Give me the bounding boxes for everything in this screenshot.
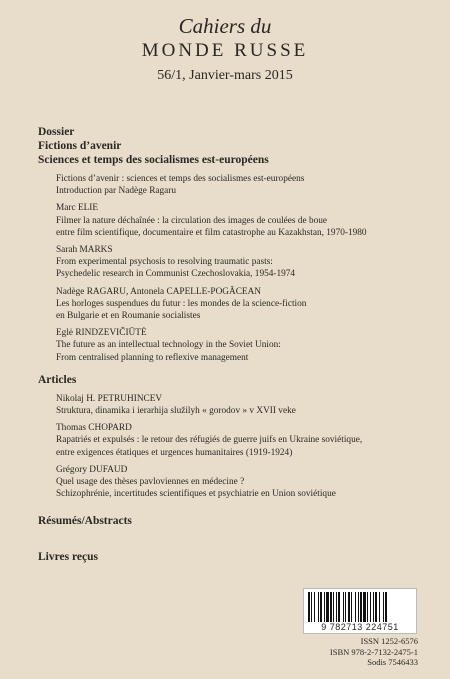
entry-author: Marc ELIE xyxy=(56,203,99,214)
barcode-bar xyxy=(326,592,329,622)
entry-title-line: Les horloges suspendues du futur : les mondes de la science-fiction xyxy=(56,298,307,309)
entry-title-line: Quel usage des thèses pavloviennes en médecine ? xyxy=(56,477,245,488)
journal-title-line1: Cahiers du xyxy=(178,14,272,38)
barcode-bars xyxy=(308,592,412,622)
entry-title-line: From centralised planning to reflexive management xyxy=(56,352,249,363)
toc-entry xyxy=(56,464,418,501)
barcode-bar xyxy=(318,592,319,622)
entry-title-line: Introduction par Nadège Ragaru xyxy=(56,186,177,197)
barcode-bar xyxy=(308,592,310,622)
entry-author: Eglė RINDZEVIČIŪTĖ xyxy=(56,328,147,339)
toc-entry xyxy=(56,422,418,459)
barcode-bar xyxy=(379,592,380,622)
journal-header xyxy=(0,14,450,85)
barcode-bar xyxy=(311,592,312,622)
barcode-bar xyxy=(360,592,362,622)
issue-info: 56/1, Janvier-mars 2015 xyxy=(157,68,293,83)
toc-entry xyxy=(56,286,418,323)
barcode-number: 9 782713 224751 xyxy=(321,622,399,632)
barcode-bar xyxy=(363,592,366,622)
barcode-bar xyxy=(370,592,371,622)
entry-author: Grégory DUFAUD xyxy=(56,464,128,475)
articles-heading: Articles xyxy=(38,373,77,386)
entry-title-line: entre exigences étatiques et urgences humanitaires (1919-1924) xyxy=(56,447,293,458)
entry-title-line: The future as an intellectual technology in the Soviet Union: xyxy=(56,340,281,351)
barcode-bar xyxy=(383,592,384,622)
toc-entry xyxy=(56,173,418,197)
resumes-heading: Résumés/Abstracts xyxy=(38,515,132,528)
barcode-bar xyxy=(345,592,346,622)
barcode-bar xyxy=(314,592,315,622)
sodis-code: Sodis 7546433 xyxy=(367,657,418,667)
publication-codes xyxy=(330,636,418,668)
article-entries xyxy=(56,393,418,501)
barcode-bar xyxy=(351,592,352,622)
entry-author: Nikolaj H. PETRUHINCEV xyxy=(56,393,163,404)
entry-title-line: Filmer la nature déchaînée : la circulation des images de coulées de boue xyxy=(56,215,328,226)
journal-title-line2: MONDE RUSSE xyxy=(141,40,309,61)
toc-entry xyxy=(56,393,418,417)
barcode-bar xyxy=(385,592,387,622)
livres-heading: Livres reçus xyxy=(38,551,98,564)
entry-author: Sarah MARKS xyxy=(56,245,113,256)
dossier-label: Dossier xyxy=(38,126,75,138)
entry-title-line: en Bulgarie et en Roumanie socialistes xyxy=(56,311,201,322)
barcode-bar xyxy=(367,592,368,622)
entry-title-line: Rapatriés et expulsés : le retour des réfugiés de guerre juifs en Ukraine soviétique, xyxy=(56,435,363,446)
barcode-bar xyxy=(336,592,337,622)
dossier-heading xyxy=(38,125,418,167)
issn: ISSN 1252-6576 xyxy=(360,636,418,646)
entry-title-line: From experimental psychosis to resolving traumatic pasts: xyxy=(56,257,273,268)
toc-entry xyxy=(56,327,418,364)
entry-title-line: Schizophrénie, incertitudes scientifiques et psychiatrie en Union soviétique xyxy=(56,489,336,500)
barcode-bar xyxy=(330,592,332,622)
barcode-bar xyxy=(343,592,344,622)
entry-author: Nadège RAGARU, Antonela CAPELLE-POGĂCEAN xyxy=(56,286,262,297)
entry-title-line: Psychedelic research in Communist Czechoslovakia, 1954-1974 xyxy=(56,269,296,280)
barcode-bar xyxy=(358,592,359,622)
entry-author: Thomas CHOPARD xyxy=(56,423,132,434)
barcode-bar xyxy=(338,592,340,622)
barcode-bar xyxy=(355,592,356,622)
isbn: ISBN 978-2-7132-2475-1 xyxy=(329,646,418,657)
barcode-bar xyxy=(348,592,350,622)
table-of-contents xyxy=(38,125,418,564)
barcode-bar xyxy=(324,592,325,622)
barcode-bar xyxy=(373,592,374,622)
barcode-bar xyxy=(375,592,377,622)
dossier-entries xyxy=(56,173,418,364)
entry-title-line: Struktura, dinamika i ierarhija služilyh « gorodov » v XVII veke xyxy=(56,406,296,417)
toc-entry xyxy=(56,244,418,281)
dossier-subtitle: Sciences et temps des socialismes est-européens xyxy=(38,154,269,166)
barcode-bar xyxy=(333,592,334,622)
barcode-bar xyxy=(320,592,322,622)
toc-entry xyxy=(56,202,418,239)
entry-title-line: entre film scientifique, documentaire et film catastrophe au Kazakhstan, 1970-1980 xyxy=(56,227,367,238)
entry-author: Fictions d’avenir : sciences et temps des socialismes est-européens xyxy=(56,174,305,184)
dossier-title: Fictions d’avenir xyxy=(38,140,122,152)
barcode xyxy=(303,588,417,634)
